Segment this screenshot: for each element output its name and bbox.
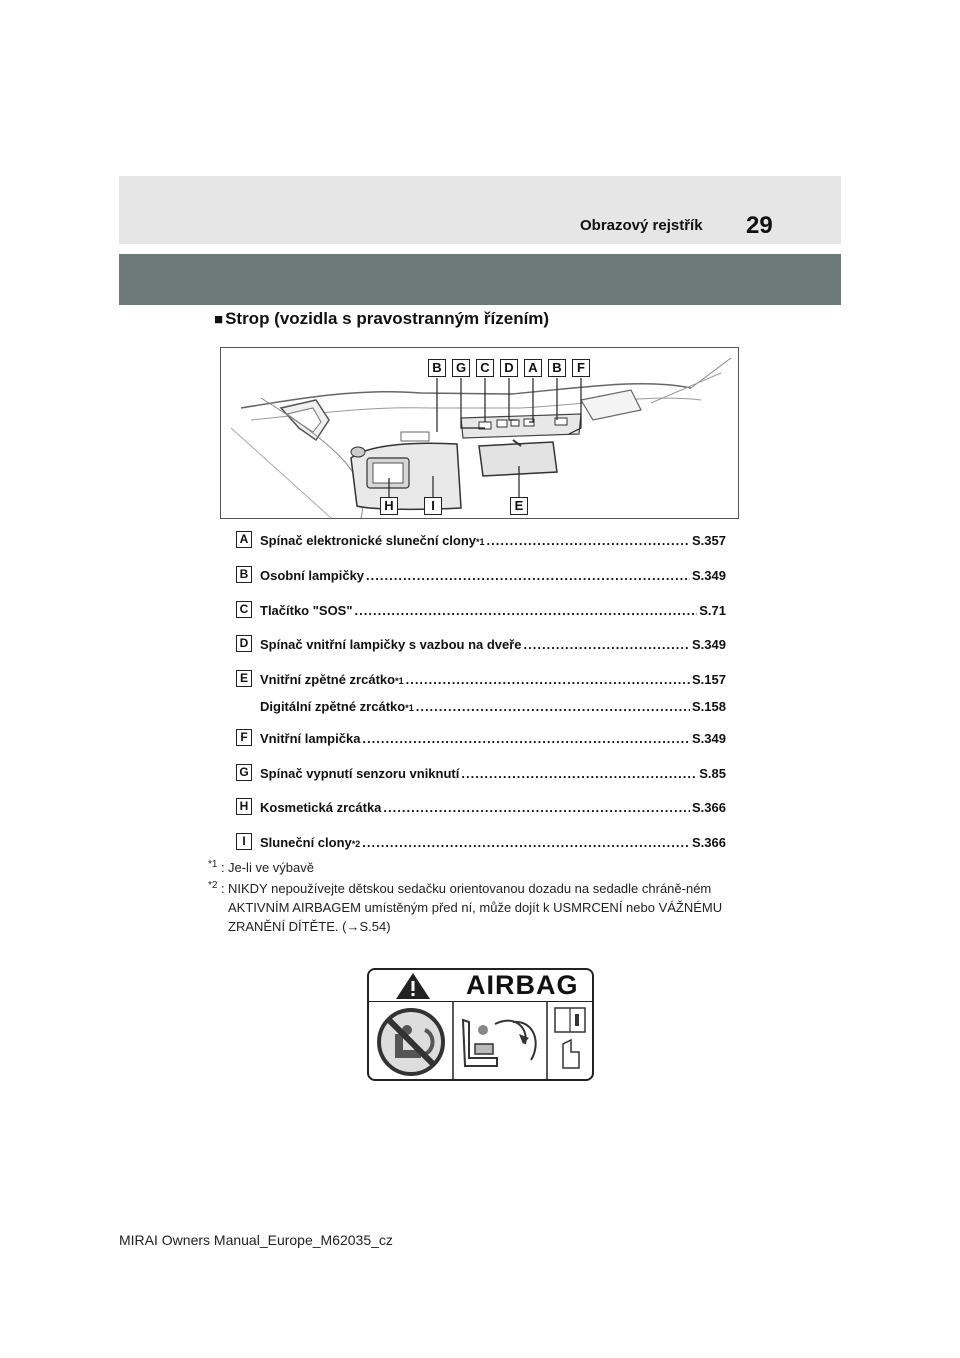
item-letter: H (236, 798, 252, 815)
seat-airbag-icon (455, 1004, 547, 1080)
section-band (119, 254, 841, 305)
page-number: 29 (746, 212, 773, 239)
list-item (236, 601, 726, 621)
section-title (214, 309, 549, 329)
callout-label: B (428, 359, 446, 377)
item-page-ref[interactable]: S.85 (699, 766, 726, 781)
item-label: Sluneční clony (260, 835, 352, 850)
no-child-seat-icon (373, 1004, 453, 1080)
leader-dots (366, 568, 690, 583)
callout-label: C (476, 359, 494, 377)
list-item: A Spínač elektronické sluneční clony *1 ..... S.357 (236, 531, 726, 551)
manual-reference-icon (549, 1004, 593, 1080)
list-item: E Vnitřní zpětné zrcátko *1 ..... S.157 (236, 670, 726, 690)
list-item (236, 566, 726, 586)
footnotes (208, 858, 753, 938)
header-title: Obrazový rejstřík (580, 217, 703, 234)
leader-dots (383, 800, 690, 815)
footnote-colon: : (221, 881, 225, 896)
callout-label: D (500, 359, 518, 377)
section-bullet: ■ (214, 311, 224, 328)
footnote-colon: : (221, 860, 225, 875)
airbag-label-header (369, 970, 592, 1002)
footnote-text: NIKDY nepoužívejte dětskou sedačku orientovanou dozadu na sedadle chráně-ném AKTIVNÍM AIRBAGEM umístěným před ní, může dojít k USMRCENÍ nebo VÁŽNÉMU ZRANĚNÍ DÍTĚTE. (→S.54) (228, 881, 723, 934)
footnote-mark: *2 (208, 880, 218, 891)
item-label: Spínač elektronické sluneční clony (260, 533, 477, 548)
list-item (236, 798, 726, 818)
item-page-ref[interactable]: S.349 (692, 731, 726, 746)
item-letter: B (236, 566, 252, 583)
item-label: Vnitřní lampička (260, 731, 361, 746)
callout-label: E (510, 497, 528, 515)
item-letter: I (236, 833, 252, 850)
item-letter: C (236, 601, 252, 618)
ceiling-figure (220, 347, 739, 519)
item-letter: D (236, 635, 252, 652)
leader-dots (362, 731, 690, 746)
footnote (208, 858, 753, 877)
item-page-ref[interactable]: S.366 (692, 835, 726, 850)
item-page-ref[interactable]: S.366 (692, 800, 726, 815)
callout-label: B (548, 359, 566, 377)
item-label: Tlačítko "SOS" (260, 603, 353, 618)
leader-dots (406, 672, 690, 687)
callout-label: G (452, 359, 470, 377)
item-page-ref[interactable]: S.157 (692, 672, 726, 687)
leader-dots (487, 533, 690, 548)
item-letter: A (236, 531, 252, 548)
airbag-warning-label (367, 968, 594, 1081)
leader-dots (461, 766, 697, 781)
item-letter: E (236, 670, 252, 687)
list-item: I Sluneční clony *2 ..... S.366 (236, 833, 726, 853)
callout-label: H (380, 497, 398, 515)
leader-dots (355, 603, 698, 618)
footnote-mark: *1 (208, 859, 218, 870)
list-item: Digitální zpětné zrcátko *1 ..... S.158 (236, 697, 726, 717)
callout-label: A (524, 359, 542, 377)
list-item (236, 635, 726, 655)
item-page-ref[interactable]: S.349 (692, 637, 726, 652)
item-letter: F (236, 729, 252, 746)
footnote-text: Je-li ve výbavě (228, 860, 314, 875)
header-band (119, 176, 841, 244)
footnote (208, 879, 753, 936)
item-label: Osobní lampičky (260, 568, 365, 583)
callout-label: I (424, 497, 442, 515)
item-letter: G (236, 764, 252, 781)
section-title-text: Strop (vozidla s pravostranným řízením) (225, 309, 550, 328)
airbag-word: AIRBAG (466, 970, 579, 1000)
item-page-ref[interactable]: S.349 (692, 568, 726, 583)
callout-label: F (572, 359, 590, 377)
item-page-ref[interactable]: S.71 (699, 603, 726, 618)
item-label: Digitální zpětné zrcátko (260, 699, 406, 714)
warning-triangle-icon (393, 971, 433, 1001)
item-label: Vnitřní zpětné zrcátko (260, 672, 396, 687)
item-label: Spínač vypnutí senzoru vniknutí (260, 766, 460, 781)
item-label: Spínač vnitřní lampičky s vazbou na dveře (260, 637, 522, 652)
item-page-ref[interactable]: S.158 (692, 699, 726, 714)
leader-dots (524, 637, 690, 652)
list-item (236, 764, 726, 784)
item-page-ref[interactable]: S.357 (692, 533, 726, 548)
list-item (236, 729, 726, 749)
footer-text: MIRAI Owners Manual_Europe_M62035_cz (119, 1232, 393, 1248)
leader-dots (416, 699, 690, 714)
leader-dots (362, 835, 690, 850)
item-label: Kosmetická zrcátka (260, 800, 382, 815)
